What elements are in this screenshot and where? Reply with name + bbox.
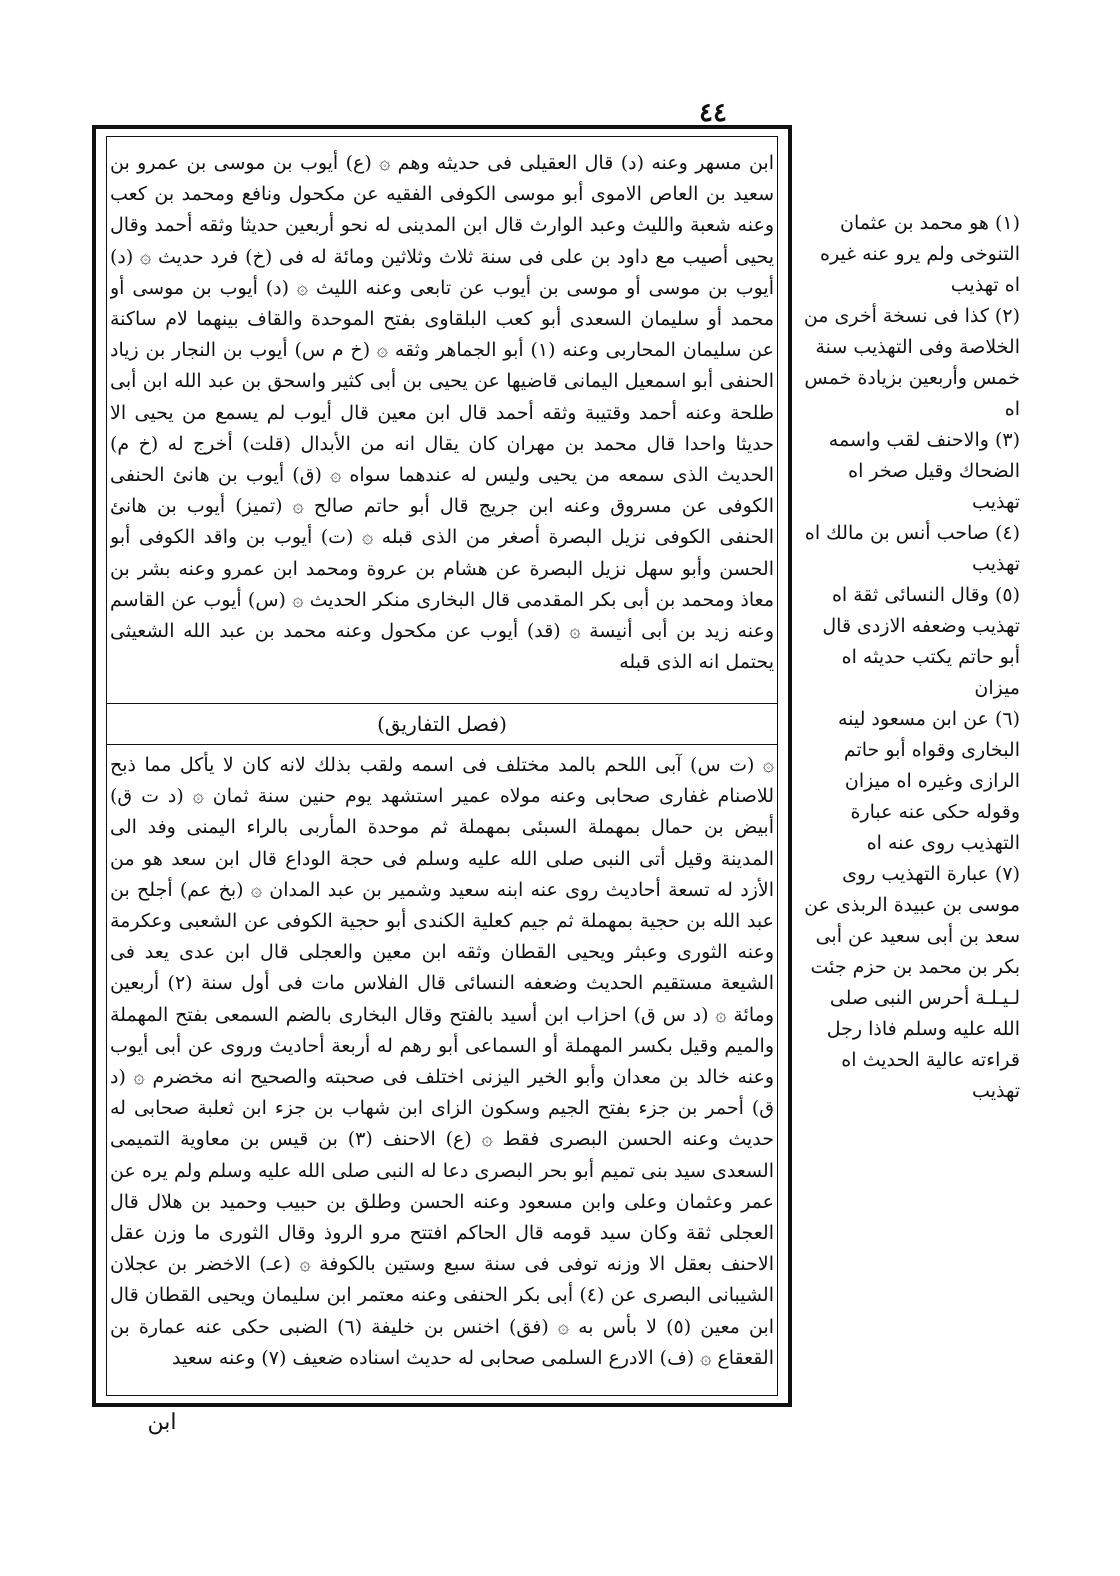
footnote-6: (٦) عن ابن مسعود لينه البخارى وقواه أبو حاتم الرازى وغيره اه ميزان وقوله حكى عنه عبارة التهذيب روى عنه اه (837, 708, 1020, 854)
footnote-3: (٣) والاحنف لقب واسمه الضحاك وقيل صخر اه تهذيب (828, 429, 1020, 513)
footnote-2: (٢) كذا فى نسخة أخرى من الخلاصة وفى التهذيب سنة خمس وأربعين بزيادة خمس اه (803, 305, 1020, 420)
page-number: ٤٤ (699, 98, 727, 128)
footnote-1: (١) هو محمد بن عثمان التنوخى ولم يرو عنه غيره اه تهذيب (819, 212, 1020, 296)
section-rule-bottom (106, 744, 778, 745)
footnotes (800, 208, 1020, 1238)
section-heading: (فصل التفاريق) (377, 712, 507, 736)
section-text: ۞ (ت س) آبى اللحم بالمد مختلف فى اسمه ولقب بذلك لانه كان لا يأكل مما ذبح للاصنام غفارى صحابى وعنه مولاه عمير استشهد يوم حنين سنة ثمان ۞ (د ت ق) أبيض بن حمال بمهملة السبئى بمهملة ثم موحدة المأربى بالراء اليمنى وفد الى المدينة وقيل أتى النبى صلى الله عليه وسلم فى حجة الوداع قال ابن سعد هو من الأزد له تسعة أحاديث روى عنه ابنه سعيد وشمير بن عبد المدان ۞ (بخ عم) أجلح بن عبد الله بن حجية بمهملة ثم جيم كعلية الكندى أبو حجية الكوفى عن الشعبى وعكرمة وعنه الثورى وعبثر ويحيى القطان وثقه ابن معين والعجلى قال ابن عدى يعد فى الشيعة مستقيم الحديث وضعفه النسائى قال الفلاس مات فى أول سنة (٢) أربعين ومائة ۞ (د س ق) احزاب ابن أسيد بالفتح وقال البخارى بالضم السمعى بفتح المهملة والميم وقيل بكسر المهملة أو السماعى أبو رهم له أربعة أحاديث وروى عن أبى أيوب وعنه خالد بن معدان وأبو الخير اليزنى اختلف فى صحبته والصحيح انه مخضرم ۞ (د ق) أحمر بن جزء بفتح الجيم وسكون الزاى ابن شهاب بن جزء ابن ثعلبة صحابى له حديث وعنه الحسن البصرى فقط ۞ (ع) الاحنف (٣) بن قيس بن معاوية التميمى السعدى سيد بنى تميم أبو بحر البصرى دعا له النبى صلى الله عليه وسلم ولم يره عن عمر وعثمان وعلى وابن مسعود وعنه الحسن وطلق بن حبيب وحميد بن هلال قال العجلى ثقة وكان سيد قومه قال الحاكم افتتح مرو الروذ وقال الثورى ما وزن عقل الاحنف بعقل الا وزنه توفى فى سنة سبع وستين بالكوفة ۞ (عـ) الاخضر بن عجلان الشيبانى البصرى عن (٤) أبى بكر الحنفى وعنه معتمر ابن سليمان ويحيى القطان قال ابن معين (٥) لا بأس به ۞ (فق) اخنس بن خليفة (٦) الضبى حكى عنه عمارة بن القعقاع ۞ (ف) الادرع السلمى صحابى له حديث اسناده ضعيف (٧) وعنه سعيد (110, 754, 774, 1369)
footnote-4: (٤) صاحب أنس بن مالك اه تهذيب (804, 522, 1020, 575)
main-text: ابن مسهر وعنه (د) قال العقيلى فى حديثه وهم ۞ (ع) أيوب بن موسى بن عمرو بن سعيد بن العاص الاموى أبو موسى الكوفى الفقيه عن مكحول ونافع ومحمد بن كعب وعنه شعبة والليث وعبد الوارث قال ابن المدينى له نحو أربعين حديثا وثقه أحمد وقال يحيى أصيب مع داود بن على فى سنة ثلاث وثلاثين ومائة له فى (خ) فرد حديث ۞ (د) أيوب بن موسى أو موسى بن أيوب عن تابعى وعنه الليث ۞ (د) أيوب بن موسى أو محمد أو سليمان السعدى أبو كعب البلقاوى بفتح الموحدة والقاف بينهما لام ساكنة عن سليمان المحاربى وعنه (١) أبو الجماهر وثقه ۞ (خ م س) أيوب بن النجار بن زياد الحنفى أبو اسمعيل اليمانى قاضيها عن يحيى بن أبى كثير واسحق بن عبد الله ابن أبى طلحة وعنه أحمد وقتيبة وثقه أحمد قال ابن معين قال أيوب لم يسمع من يحيى الا حديثا واحدا قال محمد بن مهران كان يقال انه من الأبدال (قلت) أخرج له (خ م) الحديث الذى سمعه من يحيى وليس له عندهما سواه ۞ (ق) أيوب بن هانئ الحنفى الكوفى عن مسروق وعنه ابن جريج قال أبو حاتم صالح ۞ (تميز) أيوب بن هانئ الحنفى الكوفى نزيل البصرة أصغر من الذى قبله ۞ (ت) أيوب بن واقد الكوفى أبو الحسن وأبو سهل نزيل البصرة عن هشام بن عروة ومحمد ابن عمرو وعنه بشر بن معاذ ومحمد بن أبى بكر المقدمى قال البخارى منكر الحديث ۞ (س) أيوب عن القاسم وعنه زيد بن أبى أنيسة ۞ (قد) أيوب عن مكحول وعنه محمد بن عبد الله الشعيثى يحتمل انه الذى قبله (110, 152, 774, 674)
footnote-5: (٥) وقال النسائى ثقة اه تهذيب وضعفه الازدى قال أبو حاتم يكتب حديثه اه ميزان (822, 584, 1020, 699)
footnote-7: (٧) عبارة التهذيب روى موسى بن عبيدة الربذى عن سعد بن أبى سعيد عن أبى بكر بن محمد بن حزم جئت لـيـلـة أحرس النبى صلى الله عليه وسلم فاذا رجل قراءته عالية الحديث اه تهذيب (804, 863, 1020, 1102)
catchword: ابن (147, 1410, 177, 1435)
section-rule-top (106, 703, 778, 704)
